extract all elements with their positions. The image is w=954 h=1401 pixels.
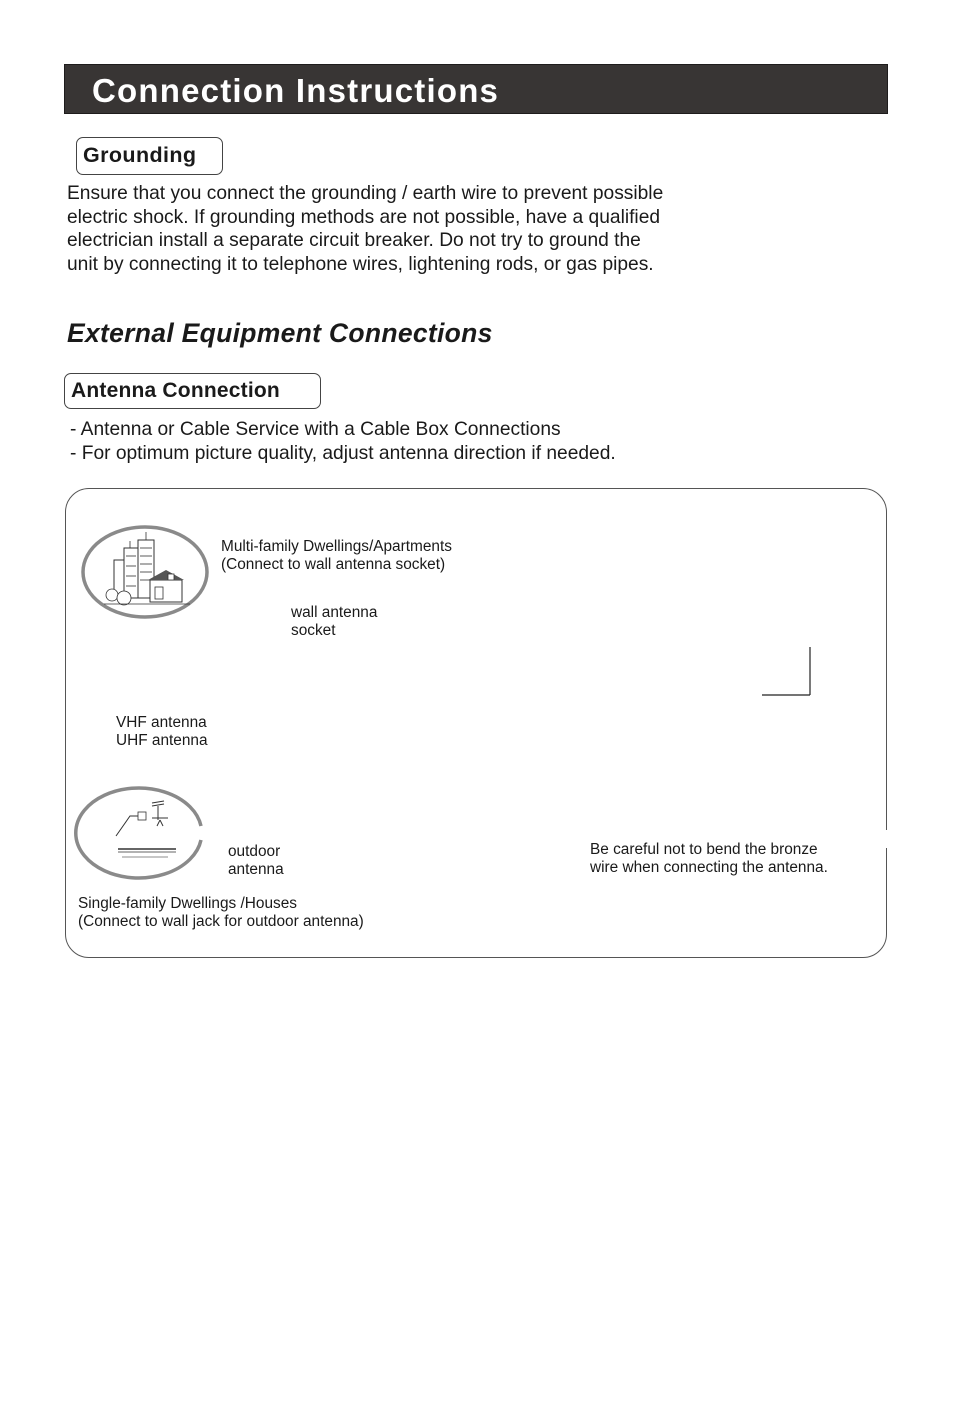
apartments-label-line: (Connect to wall antenna socket) bbox=[221, 556, 446, 573]
connector-bracket bbox=[762, 647, 810, 695]
apartments-label-line: Multi-family Dwellings/Apartments bbox=[221, 538, 452, 555]
house-antenna-icon bbox=[76, 788, 201, 878]
bullet-item: - Antenna or Cable Service with a Cable Box Connections bbox=[70, 419, 561, 440]
grounding-line: electrician install a separate circuit breaker. Do not try to ground the bbox=[67, 230, 641, 251]
wall-socket-label-line: wall antenna bbox=[291, 604, 378, 621]
section-heading: External Equipment Connections bbox=[67, 318, 493, 348]
apartment-buildings-icon bbox=[83, 527, 207, 617]
grounding-line: unit by connecting it to telephone wires, lightening rods, or gas pipes. bbox=[67, 253, 654, 275]
grounding-label: Grounding bbox=[76, 137, 223, 175]
page-title: Connection Instructions bbox=[92, 72, 500, 109]
houses-label-line: Single-family Dwellings /Houses bbox=[78, 895, 297, 912]
grounding-line: Ensure that you connect the grounding / earth wire to prevent possible bbox=[67, 183, 664, 204]
outdoor-antenna-label-line: outdoor bbox=[228, 843, 281, 860]
wall-socket-label bbox=[291, 604, 377, 640]
uhf-antenna-label: UHF antenna bbox=[116, 732, 208, 749]
caution-line: wire when connecting the antenna. bbox=[590, 859, 828, 876]
grounding-line: electric shock. If grounding methods are not possible, have a qualified bbox=[67, 206, 661, 228]
apartments-label bbox=[221, 538, 452, 574]
bullet-item: - For optimum picture quality, adjust antenna direction if needed. bbox=[70, 442, 616, 464]
caution-note bbox=[590, 841, 828, 877]
antenna-connection-label: Antenna Connection bbox=[64, 373, 321, 409]
caution-line: Be careful not to bend the bronze bbox=[590, 841, 818, 858]
houses-label bbox=[78, 895, 364, 931]
vhf-antenna-label: VHF antenna bbox=[116, 714, 207, 731]
wall-socket-label-line: socket bbox=[291, 622, 336, 639]
houses-label-line: (Connect to wall jack for outdoor antenna) bbox=[78, 913, 364, 930]
outdoor-antenna-label-line: antenna bbox=[228, 861, 284, 878]
outdoor-antenna-label bbox=[228, 843, 284, 879]
antenna-type-label bbox=[116, 714, 208, 750]
